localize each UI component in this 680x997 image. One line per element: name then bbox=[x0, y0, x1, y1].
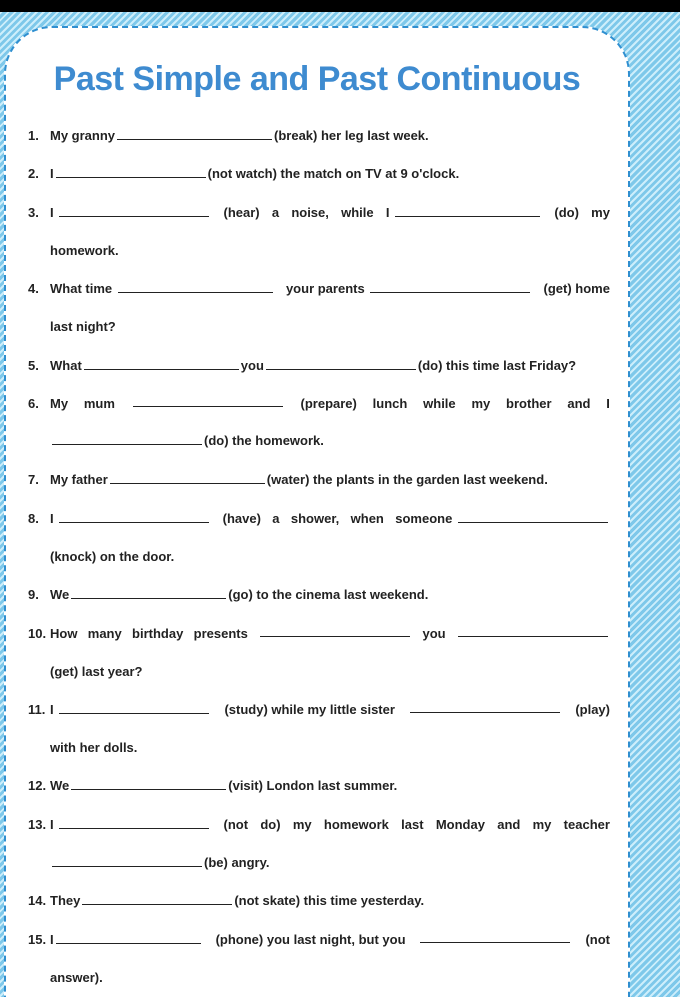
item-11-cont: with her dolls. bbox=[50, 740, 138, 755]
worksheet-title: Past Simple and Past Continuous bbox=[53, 60, 581, 98]
answer-blank[interactable] bbox=[110, 473, 265, 484]
answer-blank[interactable] bbox=[84, 359, 239, 370]
answer-blank[interactable] bbox=[133, 396, 283, 407]
answer-blank[interactable] bbox=[395, 206, 540, 217]
item-15-cont: answer). bbox=[50, 970, 103, 985]
answer-blank[interactable] bbox=[82, 894, 232, 905]
item-8: 8. I (have) a shower, when someone bbox=[28, 511, 610, 526]
item-5: 5. What you (do) this time last Friday? bbox=[28, 358, 577, 373]
item-13-cont: (be) angry. bbox=[28, 855, 610, 870]
answer-blank[interactable] bbox=[458, 626, 608, 637]
answer-blank[interactable] bbox=[370, 282, 530, 293]
answer-blank[interactable] bbox=[52, 856, 202, 867]
item-12: 12. We (visit) London last summer. bbox=[28, 778, 398, 793]
item-4-cont: last night? bbox=[50, 319, 116, 334]
item-3: 3. I (hear) a noise, while I (do) my bbox=[28, 205, 610, 220]
worksheet-background bbox=[0, 12, 680, 997]
item-11: 11. I (study) while my little sister (play) bbox=[28, 702, 610, 717]
item-15: 15. I (phone) you last night, but you (not bbox=[28, 932, 610, 947]
item-8-cont: (knock) on the door. bbox=[50, 549, 175, 564]
answer-blank[interactable] bbox=[117, 129, 272, 140]
answer-blank[interactable] bbox=[59, 512, 209, 523]
answer-blank[interactable] bbox=[59, 818, 209, 829]
answer-blank[interactable] bbox=[458, 512, 608, 523]
answer-blank[interactable] bbox=[118, 282, 273, 293]
item-2: 2. I (not watch) the match on TV at 9 o'clock. bbox=[28, 166, 460, 181]
item-3-cont: homework. bbox=[50, 243, 119, 258]
answer-blank[interactable] bbox=[56, 167, 206, 178]
item-7: 7. My father (water) the plants in the garden last weekend. bbox=[28, 472, 548, 487]
answer-blank[interactable] bbox=[260, 626, 410, 637]
answer-blank[interactable] bbox=[420, 932, 570, 943]
item-10: 10. How many birthday presents you bbox=[28, 626, 610, 641]
item-10-cont: (get) last year? bbox=[50, 664, 143, 679]
item-4: 4. What time your parents (get) home bbox=[28, 281, 610, 296]
answer-blank[interactable] bbox=[71, 779, 226, 790]
answer-blank[interactable] bbox=[71, 588, 226, 599]
answer-blank[interactable] bbox=[266, 359, 416, 370]
item-1: 1. My granny (break) her leg last week. bbox=[28, 128, 429, 143]
item-13: 13. I (not do) my homework last Monday and my teacher bbox=[28, 817, 610, 832]
answer-blank[interactable] bbox=[59, 206, 209, 217]
answer-blank[interactable] bbox=[56, 933, 201, 944]
answer-blank[interactable] bbox=[410, 702, 560, 713]
item-14: 14. They (not skate) this time yesterday. bbox=[28, 893, 425, 908]
answer-blank[interactable] bbox=[52, 434, 202, 445]
item-6: 6. My mum (prepare) lunch while my brother and I bbox=[28, 396, 610, 411]
item-9: 9. We (go) to the cinema last weekend. bbox=[28, 587, 429, 602]
item-6-cont: (do) the homework. bbox=[28, 433, 610, 448]
answer-blank[interactable] bbox=[59, 703, 209, 714]
